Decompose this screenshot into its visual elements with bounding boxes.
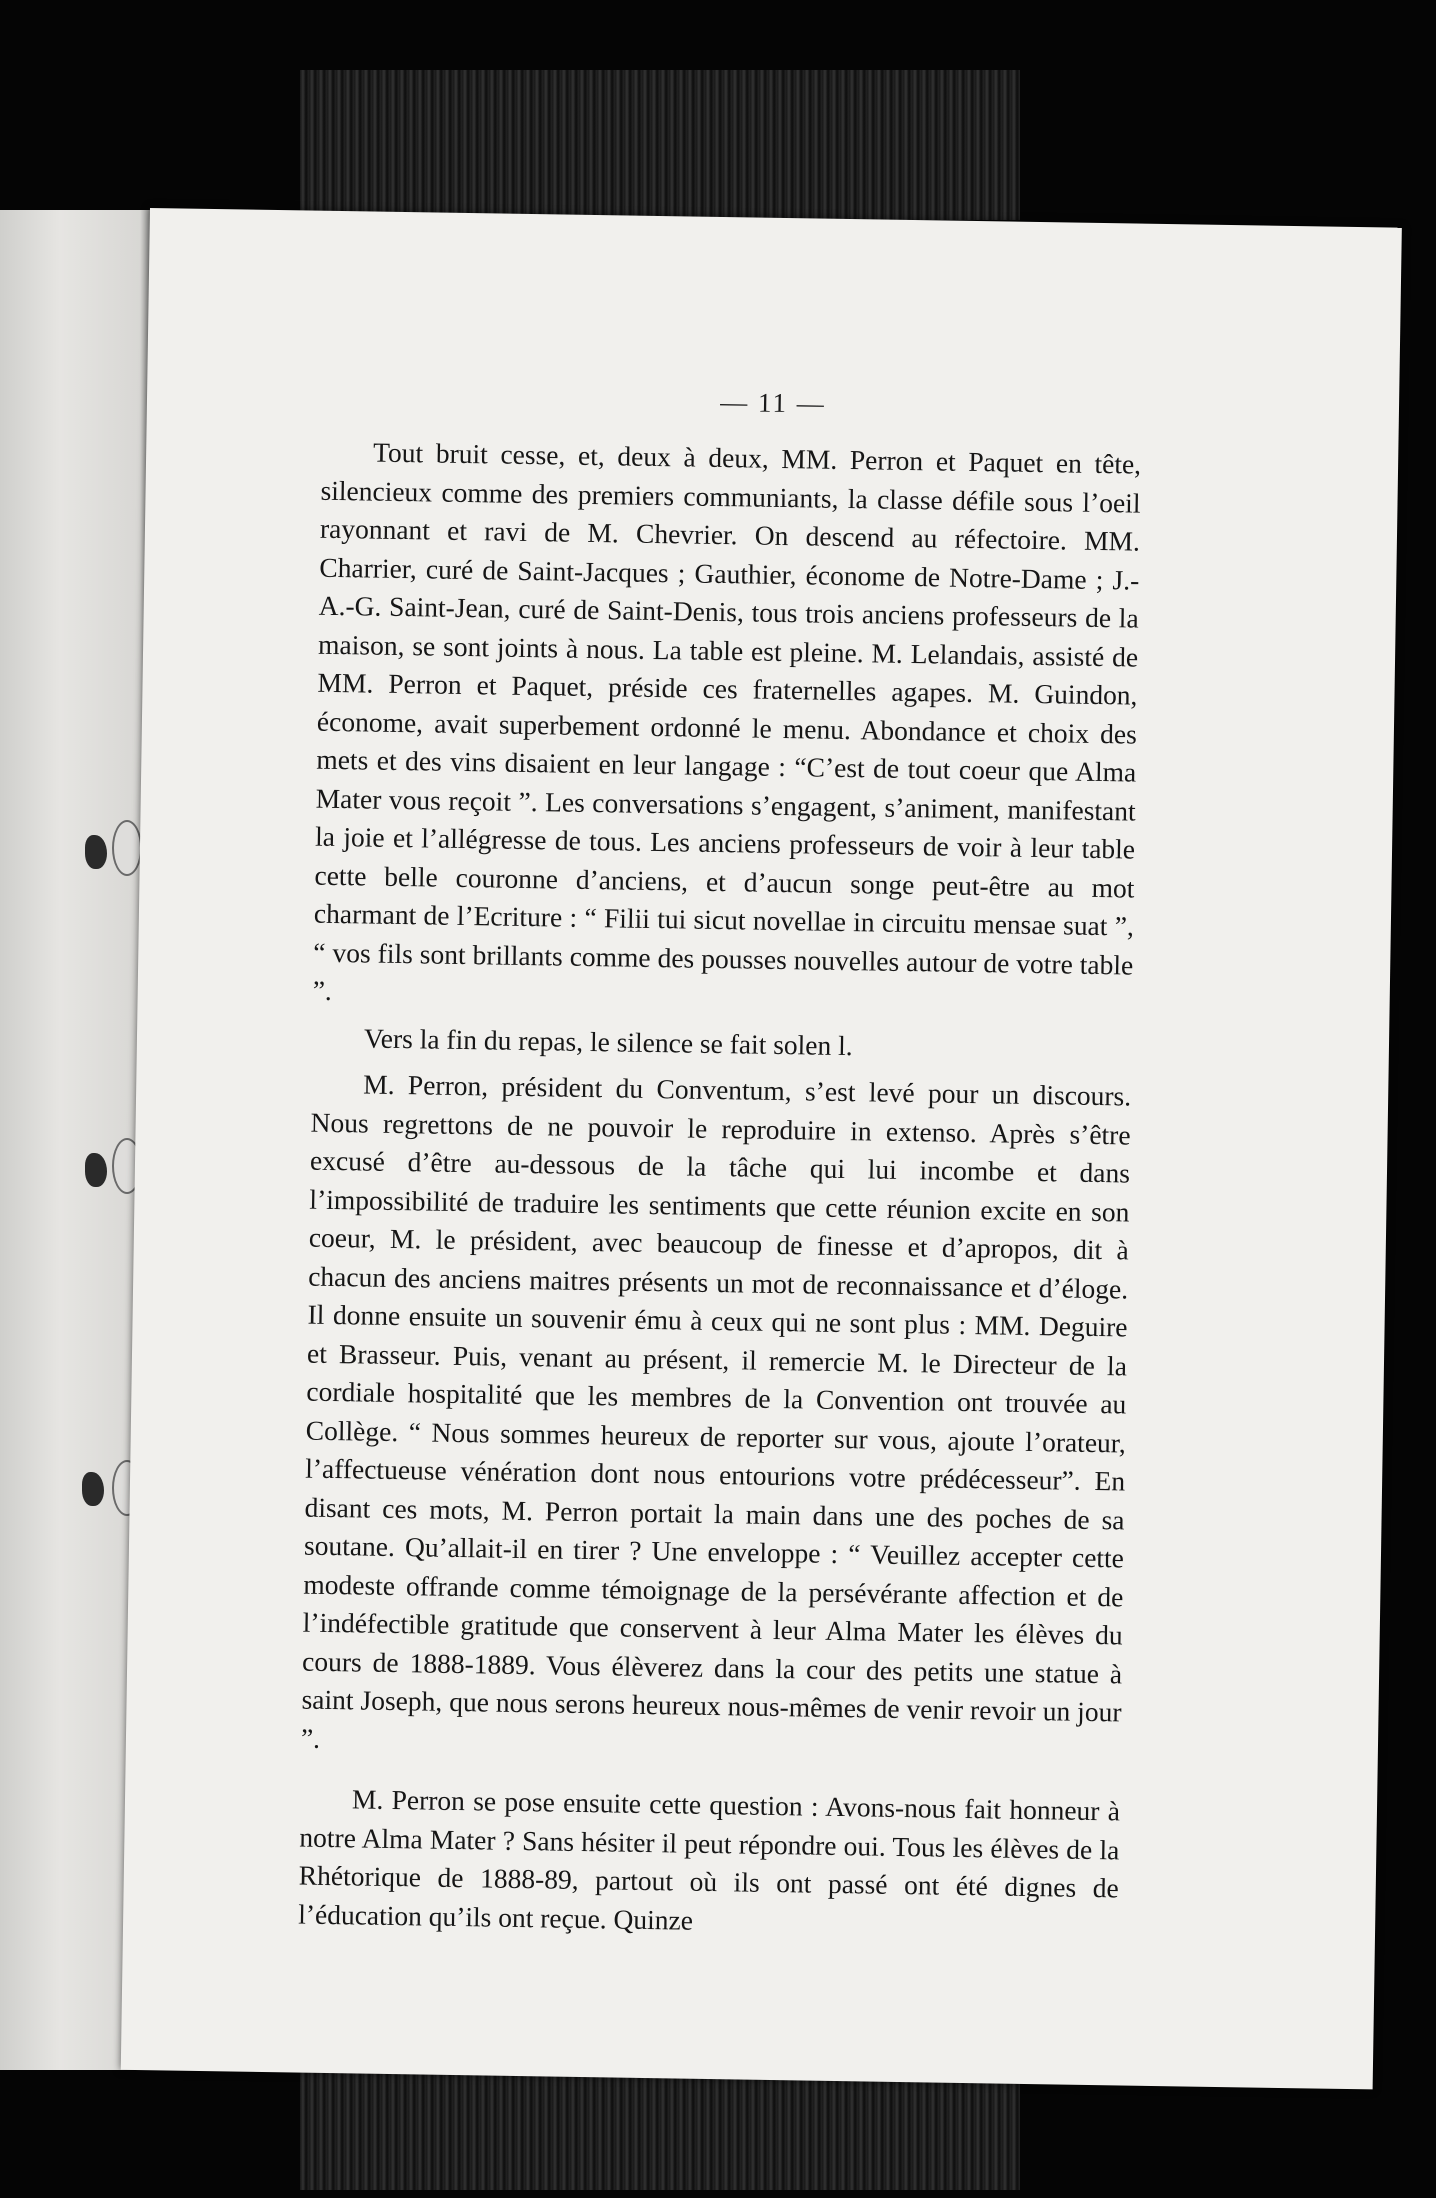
binding-hole xyxy=(112,820,142,876)
paragraph: Tout bruit cesse, et, deux à deux, MM. Perron et Paquet en tête, silencieux comme des premiers communiants, la classe défile sous l’oeil rayonnant et ravi de M. Chevrier. On descend au réfectoire. MM. Charrier, curé de Saint-Jacques ; Gauthier, économe de Notre-Dame ; J.-A.-G. Saint-Jean, curé de Saint-Denis, tous trois anciens professeurs de la maison, se sont joints à nous. La table est pleine. M. Lelandais, assisté de MM. Perron et Paquet, préside ces fraternelles agapes. M. Guindon, économe, avait superbement ordonné le menu. Abondance et choix des mets et des vins disaient en leur langage : “C’est de tout coeur que Alma Mater vous reçoit ”. Les conversations s’engagent, s’animent, manifestant la joie et l’allégresse de tous. Les anciens professeurs de voir à leur table cette belle couronne d’anciens, et d’aucun songe peut-être au mot charmant de l’Ecriture : “ Filii tui sicut novellae in circuitu mensae suat ”, “ vos fils sont brillants comme des pousses nouvelles autour de votre table ”. xyxy=(312,436,1142,1006)
paragraph: M. Perron se pose ensuite cette question : Avons-nous fait honneur à notre Alma Mater ? Sans hésiter il peut répondre oui. Tous les élèves de la Rhétorique de 1888-89, partout où ils ont passé ont été dignes de l’éducation qu’ils ont reçue. Quinze xyxy=(297,1783,1121,1936)
scan-edge-top xyxy=(300,70,1020,220)
book-page xyxy=(121,208,1402,2089)
binding-mark xyxy=(85,1153,107,1187)
binding-mark xyxy=(82,1472,104,1506)
page-number: — 11 — xyxy=(720,386,826,419)
scan-edge-bottom xyxy=(300,2070,1020,2190)
page-body xyxy=(298,433,1141,1947)
paragraph: Vers la fin du repas, le silence se fait solen l. xyxy=(363,1021,853,1061)
binding-mark xyxy=(85,835,107,869)
paragraph: M. Perron, président du Conventum, s’est levé pour un discours. Nous regrettons de ne pouvoir le reproduire in extenso. Après s’être excusé d’être au-dessous de la tâche qui lui incombe et dans l’impossibilité de traduire les sentiments que cette réunion excite en son coeur, M. le président, avec beaucoup de finesse et d’apropos, dit à chacun des anciens maitres présents un mot de reconnaissance et d’éloge. Il donne ensuite un souvenir ému à ceux qui ne sont plus : MM. Deguire et Brasseur. Puis, venant au présent, il remercie M. le Directeur de la cordiale hospitalité que les membres de la Convention ont trouvée au Collège. “ Nous sommes heureux de reporter sur vous, ajoute l’orateur, l’affectueuse vénération dont nous entourions votre prédécesseur”. En disant ces mots, M. Perron portait la main dans une des poches de sa soutane. Qu’allait-il en tirer ? Une enveloppe : “ Veuillez accepter cette modeste offrande comme témoignage de la persévérante affection et de l’indéfectible gratitude que conservent à leur Alma Mater les élèves du cours de 1888-1889. Vous élèverez dans la cour des petits une statue à saint Joseph, que nous serons heureux nous-mêmes de venir revoir un jour ”. xyxy=(300,1068,1132,1754)
